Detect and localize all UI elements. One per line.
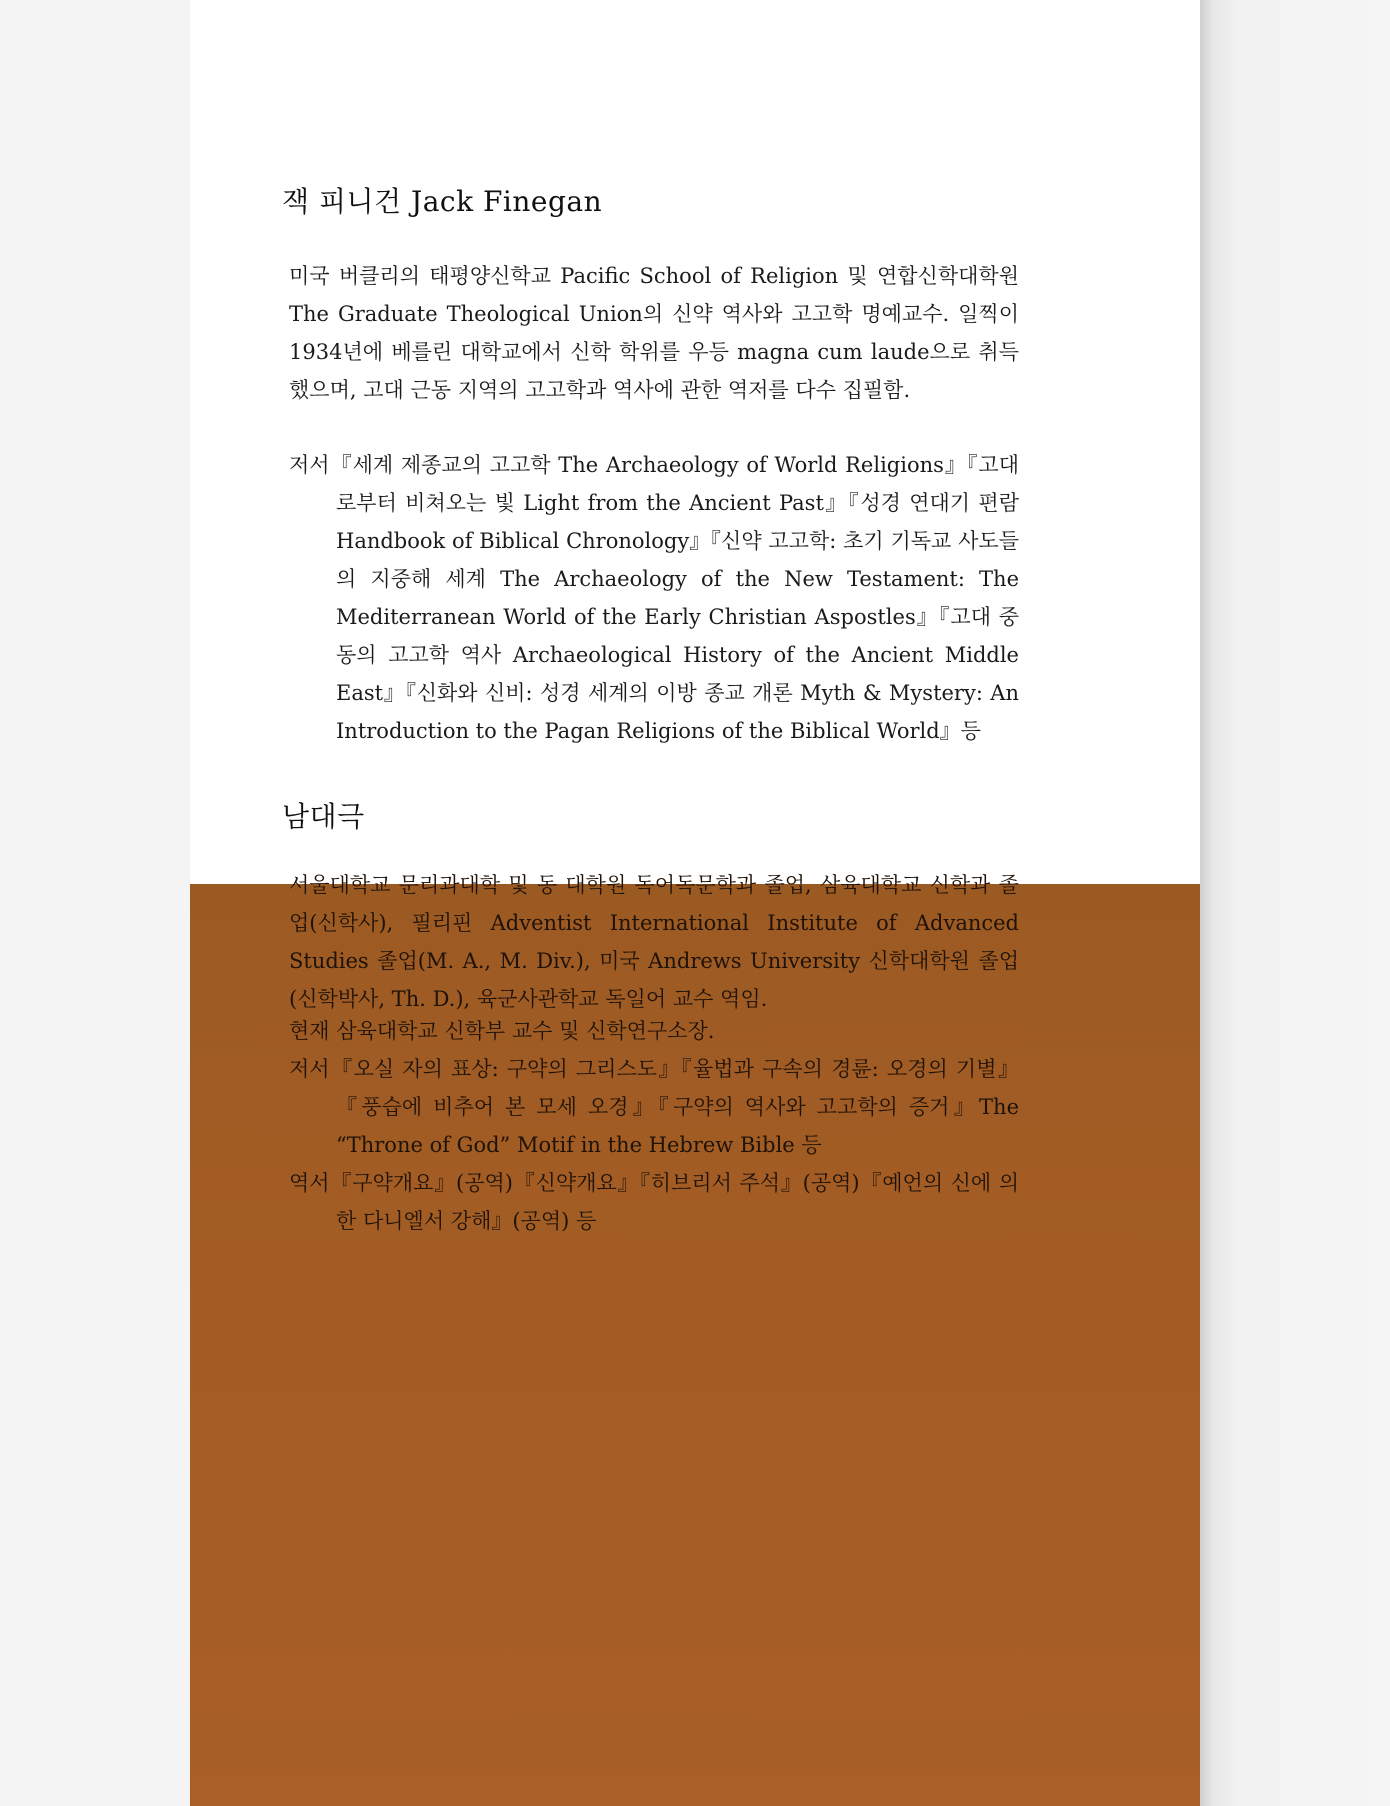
- left-margin: [0, 0, 190, 1806]
- author-name-jack-finegan: 잭 피니건 Jack Finegan: [282, 185, 603, 218]
- translator-bio-nam: 서울대학교 문리과대학 및 동 대학원 독어독문학과 졸업, 삼육대학교 신학과 졸업(신학사), 필리핀 Adventist International Institute of Advanced Studies 졸업(M. A., M. Div.), 미국 Andrews University 신학대학원 졸업(신학박사, Th. D.), 육군사관학교 독일어 교수 역임.: [289, 873, 1019, 1011]
- translator-name-nam: 남대극: [282, 800, 365, 833]
- translator-current-position: 현재 삼육대학교 신학부 교수 및 신학연구소장.: [289, 1019, 715, 1043]
- page-content: [190, 0, 1200, 1806]
- book-page: [190, 0, 1200, 1806]
- page-edge-shadow: [1200, 0, 1390, 1806]
- author-bio-jack-finegan: 미국 버클리의 태평양신학교 Pacific School of Religion 및 연합신학대학원 The Graduate Theological Union의 신약 역사와 고고학 명예교수. 일찍이 1934년에 베를린 대학교에서 신학 학위를 우등 magna cum laude으로 취득했으며, 고대 근동 지역의 고고학과 역사에 관한 역저를 다수 집필함.: [289, 264, 1019, 402]
- translator-works-nam: 저서『오실 자의 표상: 구약의 그리스도』『율법과 구속의 경륜: 오경의 기별』『풍습에 비추어 본 모세 오경』『구약의 역사와 고고학의 증거』The “Throne of God” Motif in the Hebrew Bible 등: [289, 1057, 1019, 1157]
- author-works-jack-finegan: 저서『세계 제종교의 고고학 The Archaeology of World Religions』『고대로부터 비쳐오는 빛 Light from the Ancient Past』『성경 연대기 편람 Handbook of Biblical Chronology』『신약 고고학: 초기 기독교 사도들의 지중해 세계 The Archaeology of the New Testament: The Mediterranean World of the Early Christian Aspostles』『고대 중동의 고고학 역사 Archaeological History of the Ancient Middle East』『신화와 신비: 성경 세계의 이방 종교 개론 Myth & Mystery: An Introduction to the Pagan Religions of the Biblical World』등: [289, 453, 1019, 743]
- translator-translations-nam: 역서『구약개요』(공역)『신약개요』『히브리서 주석』(공역)『예언의 신에 의한 다니엘서 강해』(공역) 등: [289, 1171, 1019, 1233]
